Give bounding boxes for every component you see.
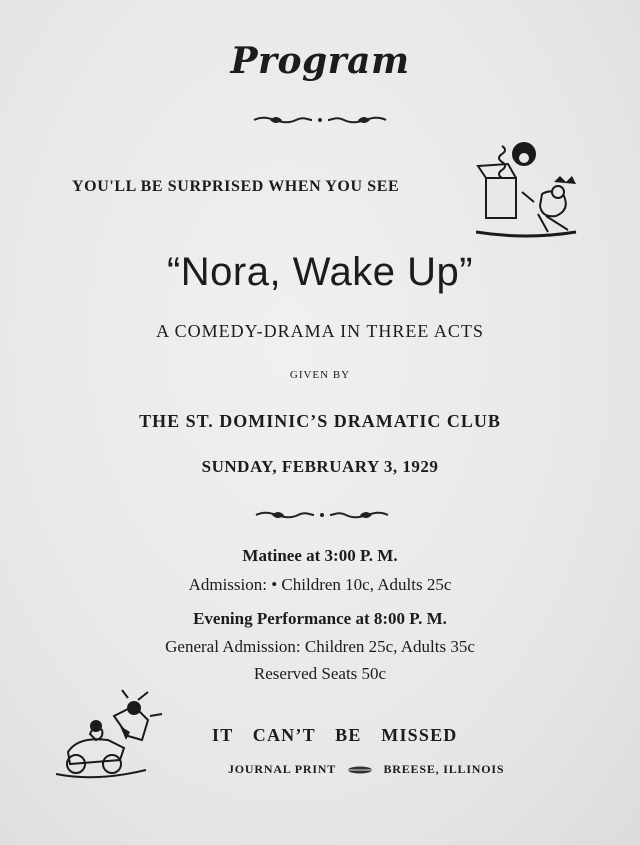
print-location: BREESE, ILLINOIS	[383, 762, 505, 776]
slogan: IT CAN’T BE MISSED	[212, 725, 458, 745]
matinee-time: Matinee at 3:00 P. M.	[242, 546, 398, 565]
club-name: THE ST. DOMINIC’S DRAMATIC CLUB	[139, 411, 501, 431]
scroll-ornament-icon	[346, 765, 374, 775]
matinee-admission: Admission: • Children 10c, Adults 25c	[188, 575, 452, 594]
car-crash-cartoon-icon	[54, 686, 166, 786]
printer-credit	[228, 762, 504, 777]
jack-in-the-box-cartoon-icon	[476, 134, 588, 244]
play-title: “Nora, Wake Up”	[166, 250, 474, 294]
given-by-text: GIVEN BY	[289, 369, 351, 381]
program-heading: Program	[230, 40, 410, 82]
evening-time: Evening Performance at 8:00 P. M.	[193, 609, 447, 628]
printer-name: JOURNAL PRINT	[228, 762, 336, 776]
teaser-text: YOU'LL BE SURPRISED WHEN YOU SEE	[72, 178, 400, 195]
scroll-ornament-icon	[250, 110, 390, 130]
evening-admission: General Admission: Children 25c, Adults 35c	[165, 637, 475, 656]
reserved-seats: Reserved Seats 50c	[253, 664, 387, 683]
scroll-ornament-icon	[252, 505, 392, 525]
performance-date: SUNDAY, FEBRUARY 3, 1929	[201, 457, 439, 476]
play-type: A COMEDY-DRAMA IN THREE ACTS	[156, 321, 484, 341]
